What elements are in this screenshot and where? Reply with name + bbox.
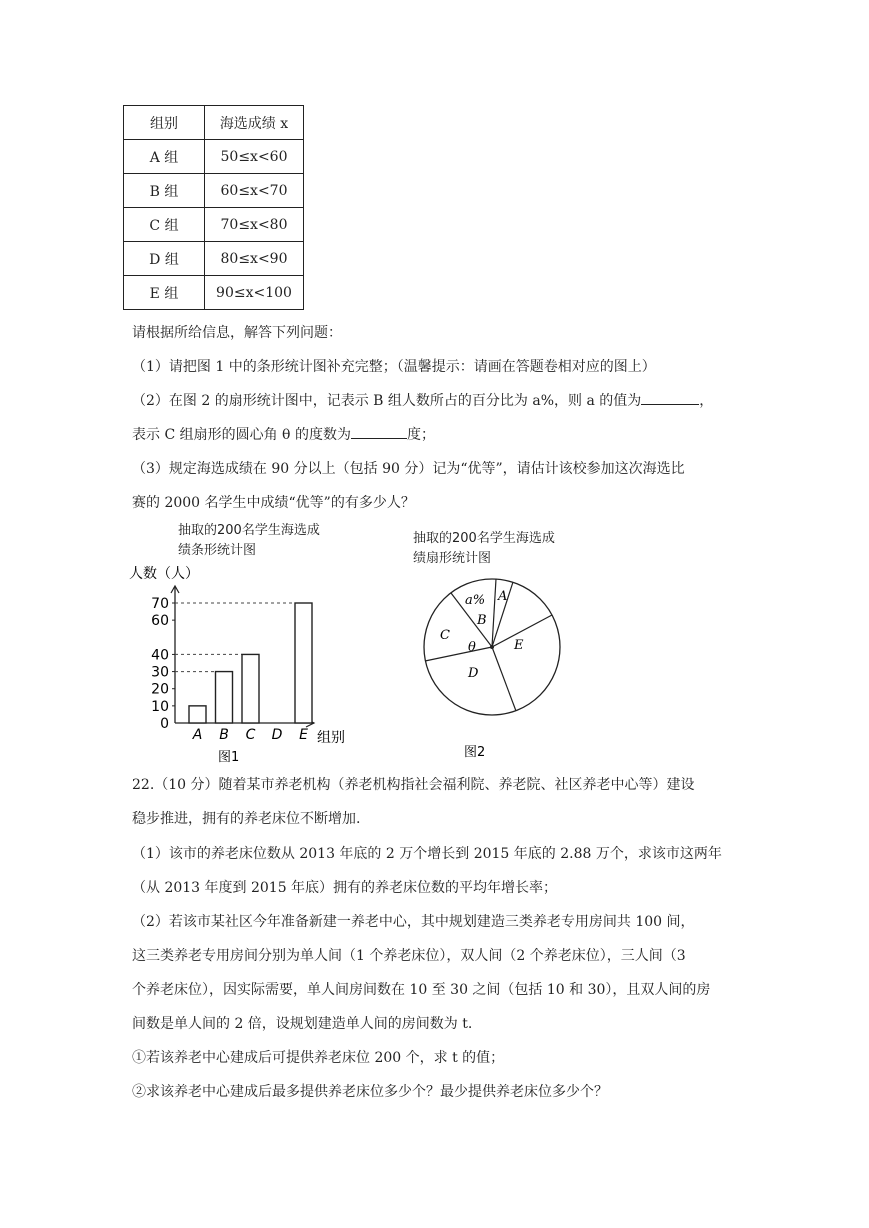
table-row [124, 174, 304, 208]
bar-e [295, 603, 312, 723]
question-2-part-b [132, 424, 435, 444]
table-row [124, 276, 304, 310]
problem-22-line: （从 2013 年度到 2015 年底）拥有的养老床位数的平均年增长率； [132, 880, 558, 896]
pie-divider [492, 647, 516, 711]
bar-chart-title [178, 521, 320, 561]
y-axis-label: 人数（人） [129, 566, 199, 582]
y-tick-label: 60 [151, 613, 169, 630]
y-tick-label: 0 [160, 716, 169, 732]
answer-blank-a[interactable] [641, 403, 699, 405]
table-cell: 90≤x<100 [205, 276, 304, 310]
pie-chart-title-line: 绩扇形统计图 [413, 551, 492, 566]
table-row [124, 242, 304, 276]
y-tick-label: 40 [151, 647, 169, 664]
bar-c [242, 654, 259, 723]
bar-chart-caption: 图1 [218, 750, 240, 765]
x-tick-label: A [192, 727, 203, 743]
pie-chart-caption: 图2 [464, 745, 486, 760]
bar-b [216, 672, 233, 723]
y-tick-label: 70 [151, 596, 169, 612]
instructions-text: 请根据所给信息，解答下列问题： [132, 325, 342, 341]
question-3-line-1: （3）规定海选成绩在 90 分以上（包括 90 分）记为“优等”，请估计该校参加这次海选比 [132, 461, 685, 477]
problem-22-line: 稳步推进，拥有的养老床位不断增加. [132, 811, 361, 827]
question-2-part-a [132, 390, 713, 410]
table-row [124, 208, 304, 242]
question-1: （1）请把图 1 中的条形统计图补充完整；（温馨提示：请画在答题卷相对应的图上） [132, 359, 656, 375]
table-cell: C 组 [124, 208, 205, 242]
bar-chart-title-line: 抽取的200名学生海选成 [178, 523, 320, 538]
problem-22-line: ①若该养老中心建成后可提供养老床位 200 个，求 t 的值； [132, 1050, 505, 1066]
pie-label-b: B [477, 613, 487, 628]
problem-22-line: （1）该市的养老床位数从 2013 年底的 2 万个增长到 2015 年底的 2.88 万个，求该市这两年 [132, 846, 722, 862]
pie-chart-title [413, 529, 555, 569]
problem-22-line: 22.（10 分）随着某市养老机构（养老机构指社会福利院、养老院、社区养老中心等）建设 [132, 777, 695, 793]
question-3-line-2: 赛的 2000 名学生中成绩“优等”的有多少人？ [132, 495, 415, 511]
header-cell: 海选成绩 x [205, 106, 304, 140]
y-tick-label: 20 [151, 681, 169, 698]
pie-angle-theta: θ [468, 640, 476, 655]
table-cell: E 组 [124, 276, 205, 310]
problem-22-line: 这三类养老专用房间分别为单人间（1 个养老床位），双人间（2 个养老床位），三人间（3 [132, 948, 686, 964]
pie-annotation-a-percent: a% [465, 593, 486, 608]
question-2b-text: 表示 C 组扇形的圆心角 θ 的度数为 [132, 427, 351, 443]
problem-22-line: 个养老床位），因实际需要，单人间房间数在 10 至 30 之间（包括 10 和 30），且双人间的房 [132, 982, 711, 998]
table-cell: D 组 [124, 242, 205, 276]
question-2-text: （2）在图 2 的扇形统计图中，记表示 B 组人数所占的百分比为 a%，则 a 的值为 [132, 393, 642, 409]
question-2-text-end: ， [699, 393, 714, 409]
table-cell: 60≤x<70 [205, 174, 304, 208]
table-cell: 70≤x<80 [205, 208, 304, 242]
problem-22-line: 间数是单人间的 2 倍，设规划建造单人间的房间数为 t. [132, 1016, 473, 1032]
pie-divider [425, 647, 492, 661]
x-tick-label: D [271, 727, 283, 743]
x-tick-label: B [219, 727, 229, 743]
x-axis-label: 组别 [317, 730, 345, 746]
pie-label-d: D [468, 666, 479, 681]
pie-center-dot [490, 645, 494, 649]
question-2b-text-end: 度； [406, 427, 435, 443]
problem-22-line: ②求该养老中心建成后最多提供养老床位多少个？最少提供养老床位多少个？ [132, 1084, 608, 1100]
table-cell: B 组 [124, 174, 205, 208]
x-tick-label: C [245, 727, 256, 743]
table-header-row [124, 106, 304, 140]
header-cell: 组别 [124, 106, 205, 140]
x-tick-label: E [299, 727, 308, 743]
y-tick-label: 10 [151, 698, 169, 715]
table-cell: 80≤x<90 [205, 242, 304, 276]
bar-a [189, 706, 206, 723]
problem-22-line: （2）若该市某社区今年准备新建一养老中心，其中规划建造三类养老专用房间共 100 间， [132, 914, 695, 930]
pie-chart [415, 572, 575, 767]
table-row [124, 140, 304, 174]
bar-chart-title-line: 绩条形统计图 [178, 543, 257, 558]
y-tick-label: 30 [151, 664, 169, 681]
pie-label-e: E [514, 638, 524, 653]
bar-chart [120, 558, 370, 768]
answer-blank-theta[interactable] [351, 437, 407, 439]
pie-chart-title-line: 抽取的200名学生海选成 [413, 531, 555, 546]
pie-label-a: A [498, 589, 508, 604]
table-cell: 50≤x<60 [205, 140, 304, 174]
score-group-table [123, 105, 304, 310]
table-cell: A 组 [124, 140, 205, 174]
pie-label-c: C [440, 628, 450, 643]
